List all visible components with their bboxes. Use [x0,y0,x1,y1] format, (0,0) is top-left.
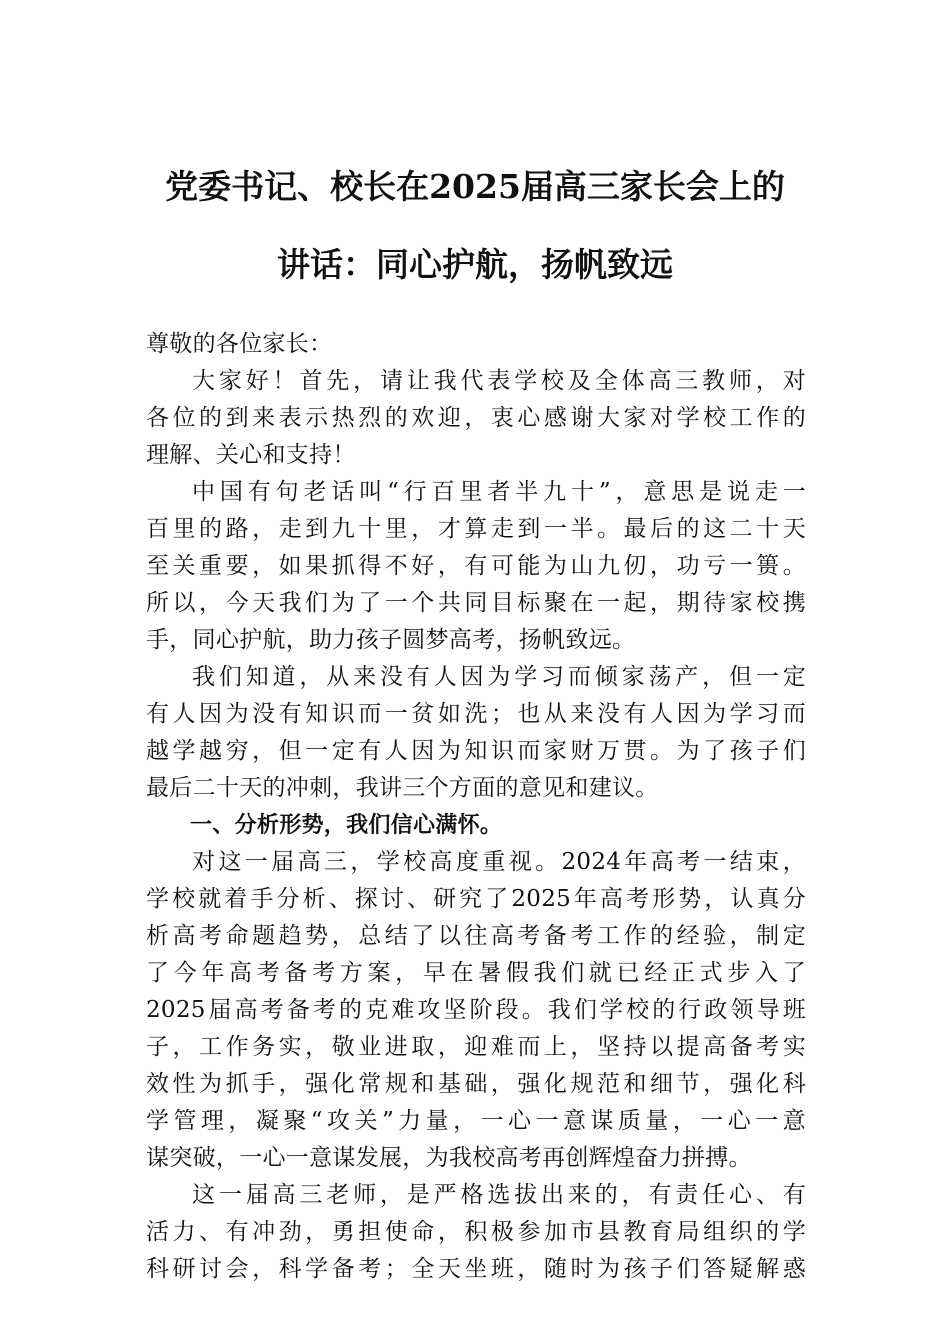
text-line: 学管理，凝聚“攻关”力量，一心一意谋质量，一心一意 [146,1108,806,1134]
paragraph-knowledge [146,659,806,807]
text-line: 中国有句老话叫“行百里者半九十”，意思是说走一 [192,479,806,505]
text-line: 活力、有冲劲，勇担使命，积极参加市县教育局组织的学 [146,1219,806,1245]
text-line: 了今年高考备考方案，早在暑假我们就已经正式步入了 [146,960,806,986]
title-line-1: 党委书记、校长在2025届高三家长会上的 [165,167,785,206]
text-line: 越学越穷，但一定有人因为知识而家财万贯。为了孩子们 [146,738,806,764]
text-line: 学校就着手分析、探讨、研究了2025年高考形势，认真分 [146,886,806,912]
paragraph-welcome [146,363,806,474]
text-line: 我们知道，从来没有人因为学习而倾家荡产，但一定 [192,664,806,690]
text-line: 效性为抓手，强化常规和基础，强化规范和细节，强化科 [146,1071,806,1097]
document-body [146,326,806,1288]
title-line-2: 讲话：同心护航，扬帆致远 [277,245,673,284]
text-line: 科研讨会，科学备考；全天坐班，随时为孩子们答疑解惑 [146,1256,806,1282]
text-line: 最后二十天的冲刺，我讲三个方面的意见和建议。 [146,775,659,801]
text-line: 这一届高三老师，是严格选拔出来的，有责任心、有 [192,1182,806,1208]
text-line: 2025届高考备考的克难攻坚阶段。我们学校的行政领导班 [146,997,806,1023]
text-line: 至关重要，如果抓得不好，有可能为山九仞，功亏一篑。 [146,553,806,579]
document-title [120,148,830,304]
text-line: 对这一届高三，学校高度重视。2024年高考一结束， [192,849,806,875]
text-line: 理解、关心和支持！ [146,442,356,468]
section-heading-1: 一、分析形势，我们信心满怀。 [190,813,503,838]
paragraph-proverb [146,474,806,659]
text-line: 有人因为没有知识而一贫如洗；也从来没有人因为学习而 [146,701,806,727]
paragraph-teachers [146,1177,806,1288]
text-line: 手，同心护航，助力孩子圆梦高考，扬帆致远。 [146,627,636,653]
text-line: 大家好！首先，请让我代表学校及全体高三教师，对 [192,368,806,394]
text-line: 各位的到来表示热烈的欢迎，衷心感谢大家对学校工作的 [146,405,806,431]
text-line: 谋突破，一心一意谋发展，为我校高考再创辉煌奋力拼搏。 [146,1145,752,1171]
text-line: 子，工作务实，敬业进取，迎难而上，坚持以提高备考实 [146,1034,806,1060]
paragraph-school-effort [146,844,806,1177]
text-line: 所以，今天我们为了一个共同目标聚在一起，期待家校携 [146,590,806,616]
text-line: 析高考命题趋势，总结了以往高考备考工作的经验，制定 [146,923,806,949]
text-line: 百里的路，走到九十里，才算走到一半。最后的这二十天 [146,516,806,542]
salutation: 尊敬的各位家长： [146,331,333,357]
